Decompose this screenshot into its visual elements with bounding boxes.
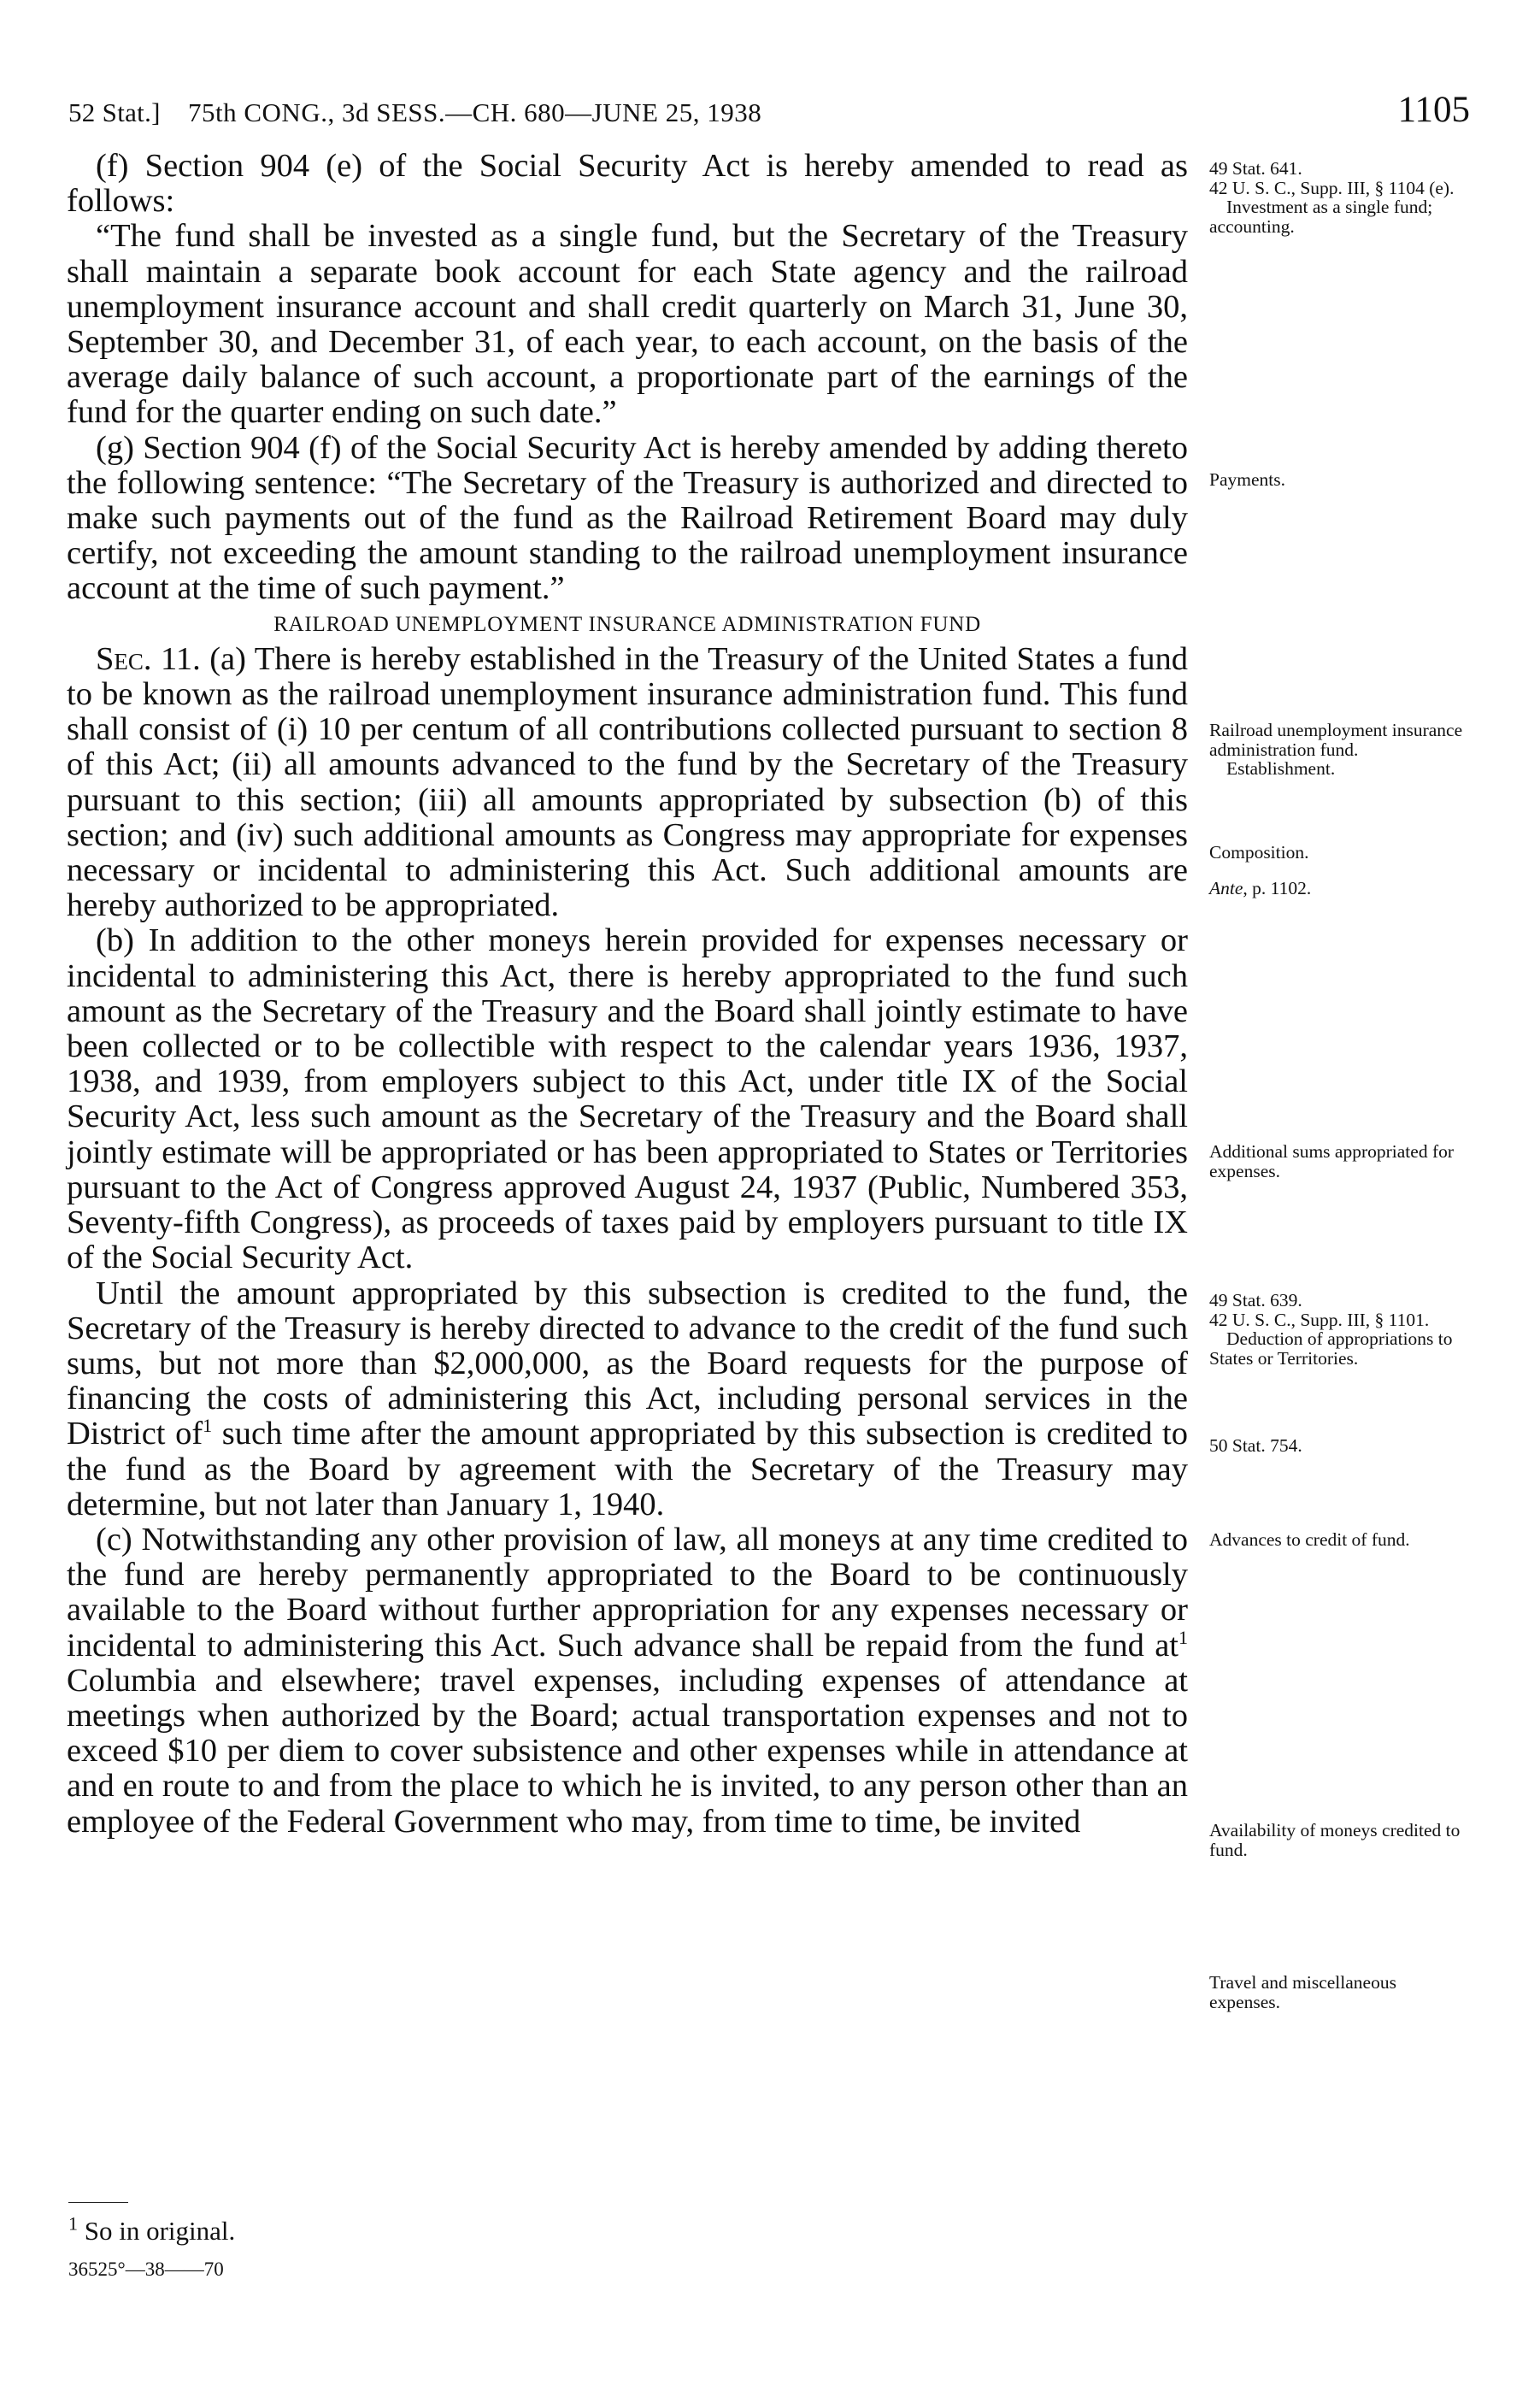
margin-note-payments: Payments. <box>1209 469 1285 490</box>
margin-note-citation-2: 49 Stat. 639. 42 U. S. C., Supp. III, § 1101. Deduction of appropriations to States or Territories. <box>1209 1290 1453 1369</box>
margin-note-travel: Travel and miscellaneous expenses. <box>1209 1972 1396 2012</box>
paragraph-f: (f) Section 904 (e) of the Social Security Act is hereby amended to read as follows: <box>67 148 1188 220</box>
section-heading: RAILROAD UNEMPLOYMENT INSURANCE ADMINISTRATION FUND <box>273 612 981 636</box>
main-text <box>67 149 1188 1840</box>
availability-text: (c) Notwithstanding any other provision of law, all moneys at any time credited to the fund are hereby permanently appropriated to the Board to be continuously available to the Board without further appropriation for any expenses necessary or incidental to administering this Act. Such advance shall be repaid from the fund at <box>67 1521 1188 1664</box>
margin-note-additional-sums: Additional sums appropriated for expenses. <box>1209 1141 1455 1181</box>
footnote <box>68 2212 236 2247</box>
margin-note-composition: Composition. <box>1209 842 1309 863</box>
section-11-a-text: (a) There is hereby established in the Treasury of the United States a fund to be known as the railroad unemployment insurance administration fund. This fund shall consist of (i) 10 per centum of all contributions collected pursuant to section 8 of this Act; (ii) all amounts advanced to the fund by the Secretary of the Treasury pursuant to this section; (iii) all amounts appropriated by subsection (b) of this section; and (iv) such additional amounts as Congress may appropriate for expenses necessary or incidental to administering this Act. Such additional amounts are hereby authorized to be appropriated. <box>67 640 1188 924</box>
paragraph-g: (g) Section 904 (f) of the Social Security Act is hereby amended by adding thereto the following sentence: “The Secretary of the Treasury is authorized and directed to make such payments out of the fund as the Railroad Retirement Board may duly certify, not exceeding the amount standing to the railroad unemployment insurance account at the time of such payment.” <box>67 429 1188 607</box>
section-11-b-advance <box>67 1276 1188 1522</box>
margin-note-citation-3: 50 Stat. 754. <box>1209 1435 1302 1456</box>
page-header <box>68 89 1470 140</box>
margin-note-advances: Advances to credit of fund. <box>1209 1529 1410 1550</box>
footnote-number: 1 <box>68 2212 78 2235</box>
volume-reference: 52 Stat.] <box>68 97 161 127</box>
footnote-marker: 1 <box>1179 1626 1188 1648</box>
paragraph-f-quote: “The fund shall be invested as a single fund, but the Secretary of the Treasury shall maintain a separate book account for each State agency and the railroad unemployment insurance account and shall credit quarterly on March 31, June 30, September 30, and December 31, of each year, to each account, on the basis of the average daily balance of such account, a proportionate part of the earnings of the fund for the quarter ending on such date.” <box>67 218 1188 431</box>
margin-note-citation-1: 49 Stat. 641. 42 U. S. C., Supp. III, § 1104 (e). Investment as a single fund; accounting. <box>1209 158 1455 237</box>
section-11-c <box>67 1522 1188 1840</box>
session-chapter-date: 75th CONG., 3d SESS.—CH. 680—JUNE 25, 1938 <box>188 97 762 127</box>
page-number: 1105 <box>1397 90 1470 130</box>
section-11-b: (b) In addition to the other moneys herein provided for expenses necessary or incidental to administering this Act, there is hereby appropriated to the fund such amount as the Secretary of the Treasury and the Board shall jointly estimate to have been collected or to be collectible with respect to the calendar years 1936, 1937, 1938, and 1939, from employers subject to this Act, under title IX of the Social Security Act, less such amount as the Secretary of the Treasury and the Board shall jointly estimate will be appropriated or has been appropriated to States or Territories pursuant to the Act of Congress approved August 24, 1937 (Public, Numbered 353, Seventy-fifth Congress), as proceeds of taxes paid by employers pursuant to title IX of the Social Security Act. <box>67 922 1188 1276</box>
footnote-marker: 1 <box>203 1415 213 1437</box>
section-label: Sec. 11. <box>96 640 201 677</box>
advance-text: Until the amount appropriated by this subsection is credited to the fund, the Secretary of the Treasury is hereby directed to advance to the credit of the fund such sums, but not more than $2,000,000, as the Board requests for the purpose of financing the costs of administering this Act, including personal services in the District of <box>67 1275 1188 1452</box>
advance-text-continued: such time after the amount appropriated by this subsection is credited to the fund as the Board by agreement with the Secretary of the Treasury may determine, but not later than January 1, 1940. <box>67 1416 1189 1522</box>
footnote-rule <box>68 2202 128 2203</box>
print-code: 36525°—38——70 <box>68 2258 224 2280</box>
section-11-a <box>67 642 1188 924</box>
margin-note-ante: Ante, p. 1102. <box>1209 878 1312 898</box>
margin-note-admin-fund: Railroad unemployment insurance administration fund. Establishment. <box>1209 720 1463 779</box>
availability-text-continued: Columbia and elsewhere; travel expenses, including expenses of attendance at meetings when authorized by the Board; actual transportation expenses and not to exceed $10 per diem to cover subsistence and other expenses while in attendance at and en route to and from the place to which he is invited, to any person other than an employee of the Federal Government who may, from time to time, be invited <box>67 1662 1188 1840</box>
margin-note-availability: Availability of moneys credited to fund. <box>1209 1820 1461 1860</box>
footnote-text: So in original. <box>84 2216 236 2246</box>
